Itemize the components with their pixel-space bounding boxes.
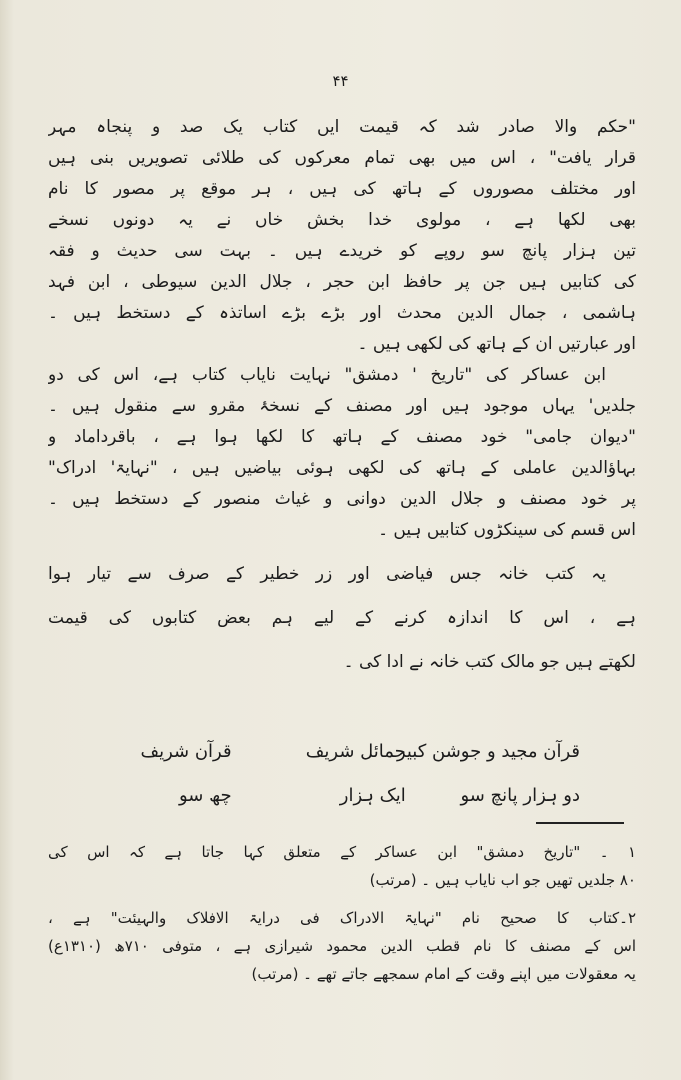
body-line: بہاؤالدین عاملی کے ہاتھ کی لکھی ہوئی بیاضیں ہیں ، "نہایۃ' ادراک" (48, 458, 636, 478)
book-title: قرآن شریف (140, 741, 232, 762)
body-line: تین ہزار پانچ سو روپے کو خریدے ہیں ۔ بہت سی حدیث و فقہ (48, 241, 636, 261)
body-line: جلدیں' یہاں موجود ہیں اور مصنف کے نسخۂ مقرو سے منقول ہیں ۔ (48, 396, 636, 416)
body-line: اور عبارتیں ان کے ہاتھ کی لکھی ہیں ۔ (357, 334, 636, 354)
body-line: قرار یافت" ، اس میں بھی تمام معرکوں کی طلائی تصویریں بنی ہیں (48, 148, 636, 168)
book-price: دو ہزار پانچ سو (460, 785, 580, 806)
price-table (60, 730, 580, 818)
body-line: اس قسم کی سینکڑوں کتابیں ہیں ۔ (378, 520, 636, 540)
price-table-headers (60, 730, 580, 774)
body-line: "دیوان جامی" خود مصنف کے ہاتھ کا لکھا ہوا ہے ، باقرداماد و (48, 427, 636, 447)
body-text (48, 112, 636, 684)
body-line: یہ کتب خانہ جس فیاضی اور زر خطیر کے صرف سے تیار ہوا (48, 564, 606, 584)
body-line: بھی لکھا ہے ، مولوی خدا بخش خاں نے یہ دونوں نسخے (48, 210, 636, 230)
body-line: "حکم والا صادر شد کہ قیمت ایں کتاب یک صد و پنجاہ مہر (48, 117, 636, 137)
footnote-line: ۲۔کتاب کا صحیح نام "نہایۃ الادراک فی درایۃ الافلاک والہیئت" ہے ، (48, 909, 636, 927)
body-line: ہاشمی ، جمال الدین محدث اور بڑے بڑے اساتذہ کے دستخط ہیں ۔ (48, 303, 636, 323)
footnote-line: ۸۰ جلدیں تھیں جو اب نایاب ہیں ۔ (مرتب) (369, 871, 636, 889)
body-line: پر خود مصنف و جلال الدین دوانی و غیاث منصور کے دستخط ہیں ۔ (48, 489, 636, 509)
body-line: ابن عساکر کی "تاریخ ' دمشق" نہایت نایاب کتاب ہے، اس کی دو (48, 365, 606, 385)
body-line: کی کتابیں ہیں جن پر حافظ ابن حجر ، جلال الدین سیوطی ، ابن فہد (48, 272, 636, 292)
page-number: ۴۴ (332, 72, 349, 90)
body-line: اور مختلف مصوروں کے ہاتھ کی ہیں ، ہر موقع پر مصور کا نام (48, 179, 636, 199)
book-price: ایک ہزار (339, 785, 406, 806)
body-line: ہے ، اس کا اندازہ کرنے کے لیے ہم بعض کتابوں کی قیمت (48, 608, 636, 628)
book-price: چھ سو (178, 785, 232, 806)
book-title: حمائل شریف (305, 741, 406, 762)
footnote-line: اس کے مصنف کا نام قطب الدین محمود شیرازی ہے ، متوفی ۷۱۰ھ (۱۳۱۰ع) (48, 937, 636, 955)
footnote-divider (536, 822, 624, 824)
footnote-line: ۱ ۔ "تاریخ دمشق" ابن عساکر کے متعلق کہا جاتا ہے کہ اس کی (48, 843, 636, 861)
body-line: لکھتے ہیں جو مالک کتب خانہ نے ادا کی ۔ (343, 652, 636, 672)
price-table-values (60, 774, 580, 818)
footnote-line: یہ معقولات میں اپنے وقت کے امام سمجھے جاتے تھے ۔ (مرتب) (251, 965, 636, 983)
footnotes (48, 838, 636, 988)
book-title: قرآن مجید و جوشن کبیر (396, 741, 580, 762)
